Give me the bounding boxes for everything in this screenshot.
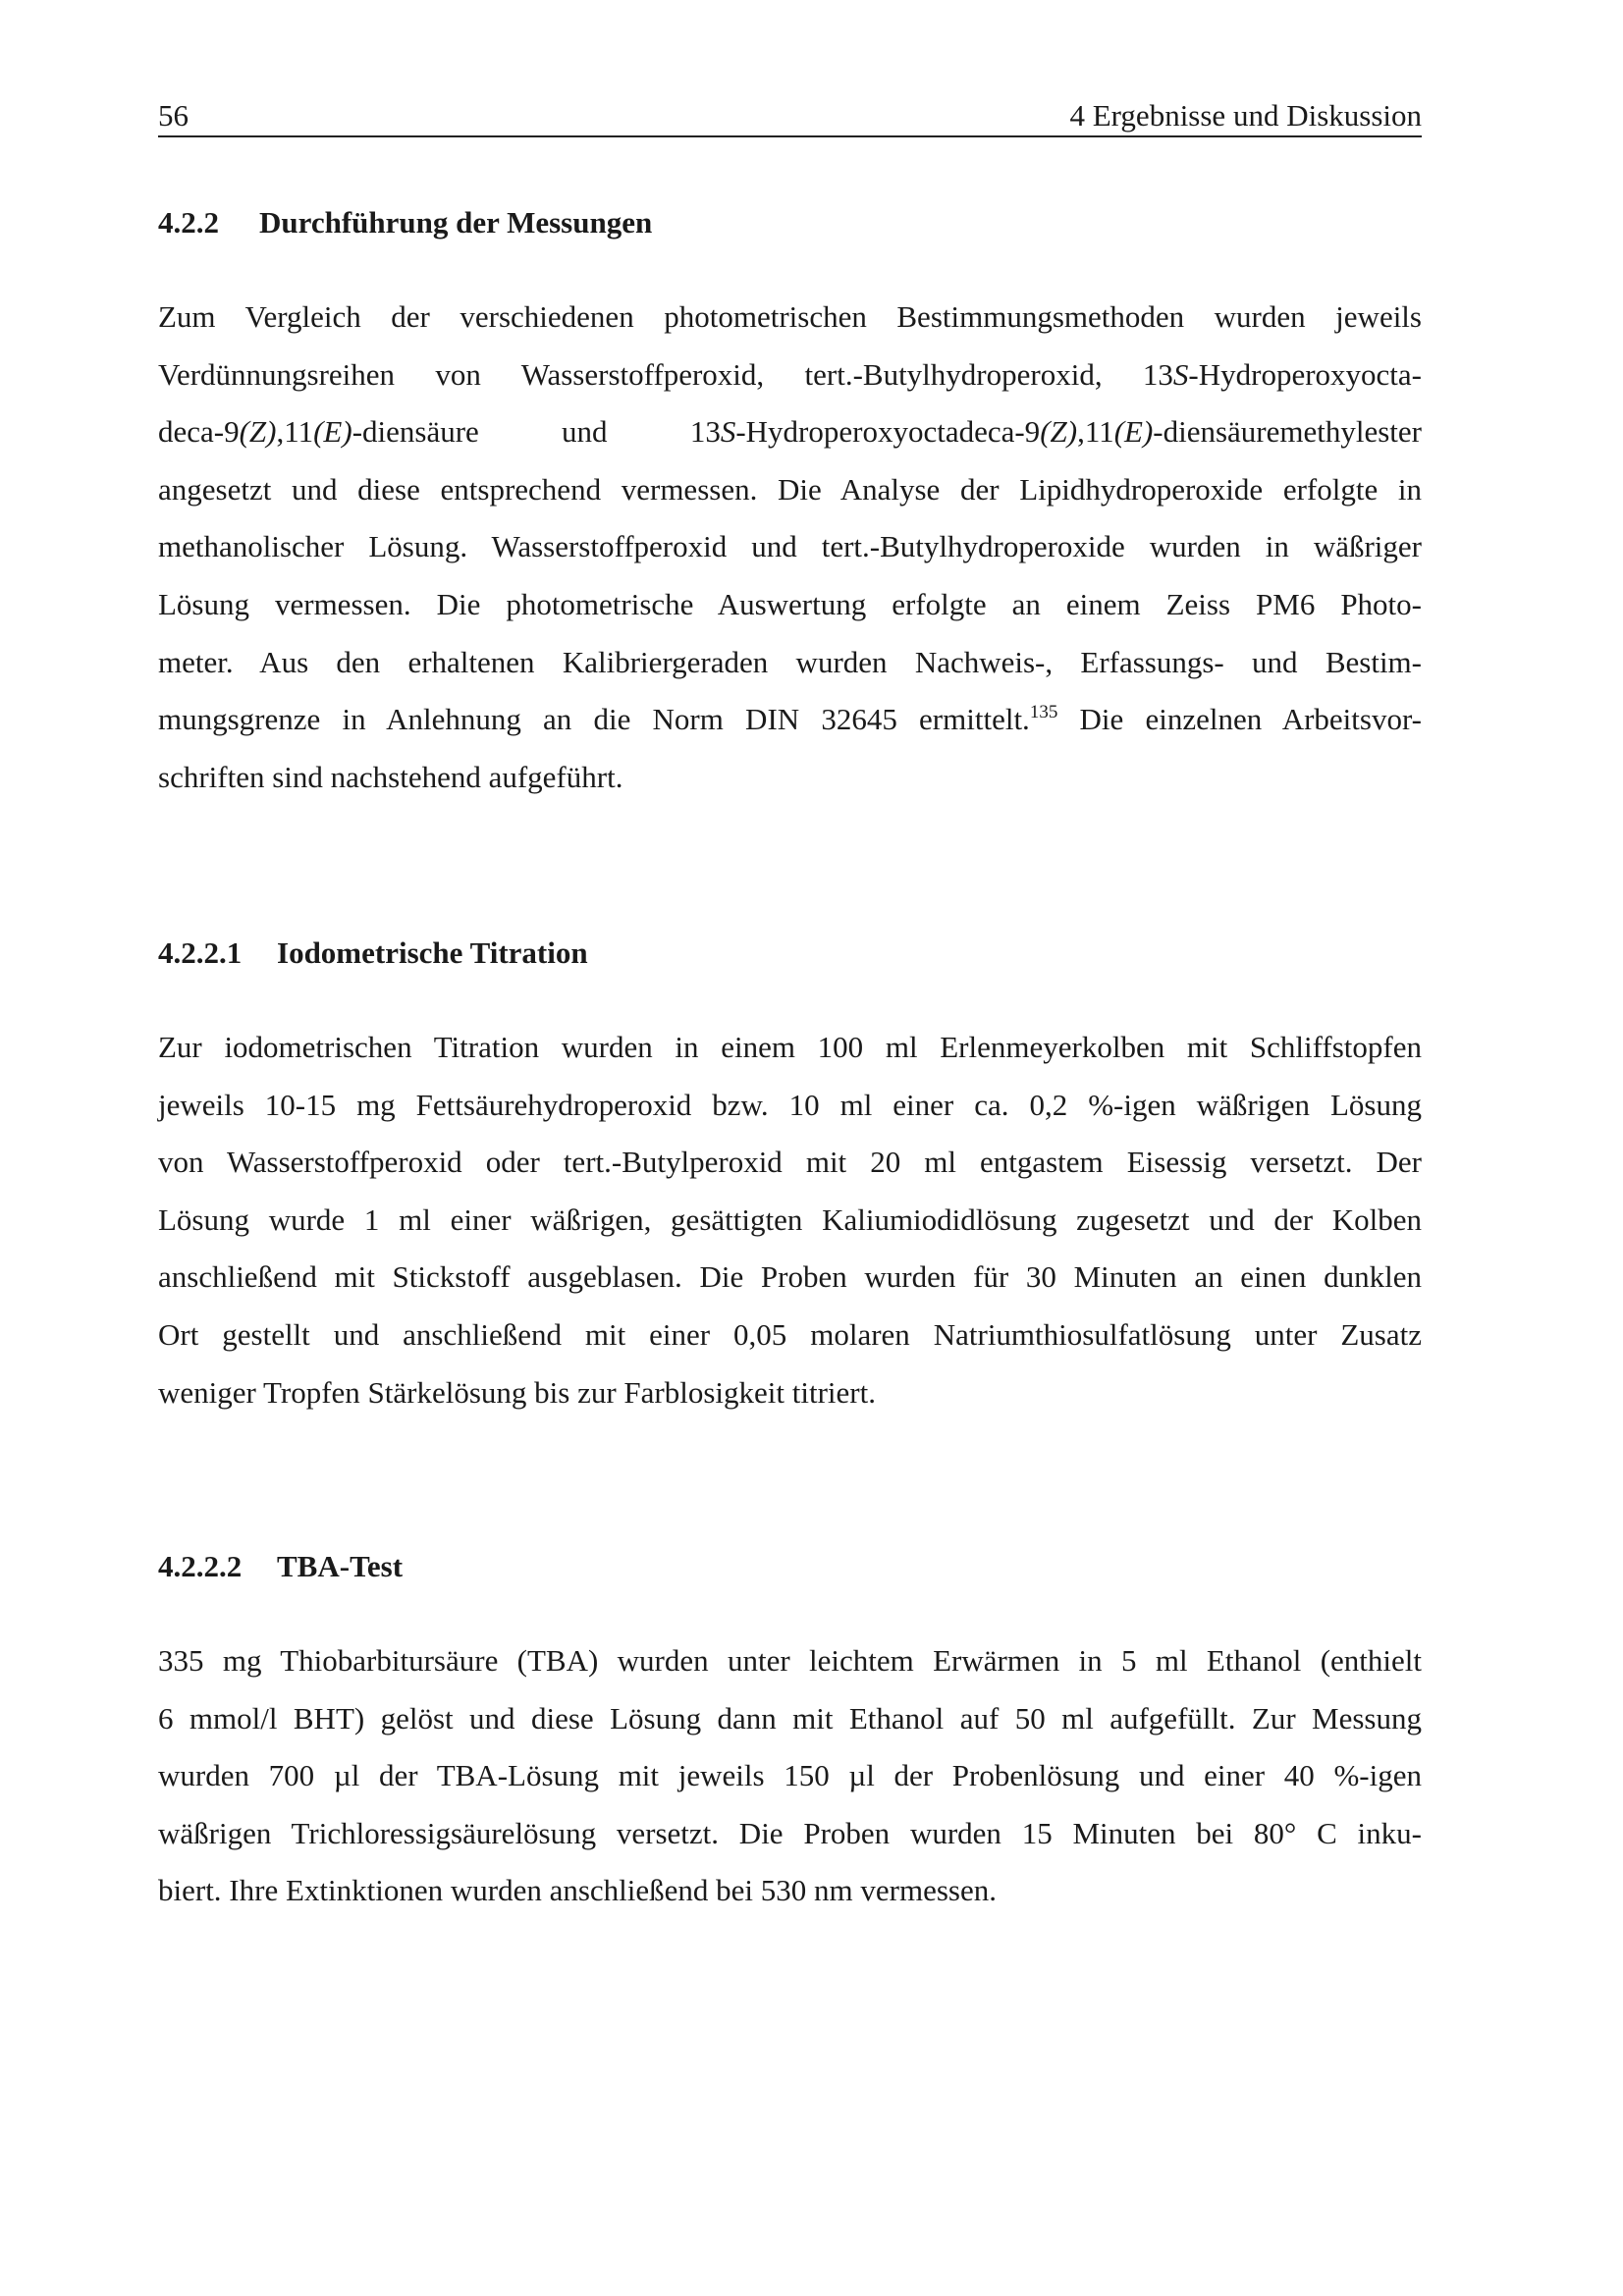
text-line: Verdünnungsreihen von Wasserstoffperoxid, tert.-Butylhydroperoxid, 13S-Hydroperoxyocta- [158,356,1422,392]
chapter-title: 4 Ergebnisse und Diskussion [1069,98,1422,133]
paragraph-iodometric-titration [158,1019,1422,1421]
page-header [158,96,1422,137]
text-line: von Wasserstoffperoxid oder tert.-Butylperoxid mit 20 ml entgastem Eisessig versetzt. Der [158,1145,1422,1180]
text-line: Zur iodometrischen Titration wurden in einem 100 ml Erlenmeyerkolben mit Schliffstopfen [158,1030,1422,1064]
section-heading-4-2-2 [158,203,652,242]
text-line: 6 mmol/l BHT) gelöst und diese Lösung dann mit Ethanol auf 50 ml aufgefüllt. Zur Messung [158,1700,1422,1735]
text-line: 335 mg Thiobarbitursäure (TBA) wurden unter leichtem Erwärmen in 5 ml Ethanol (enthielt [158,1643,1422,1678]
section-title: Iodometrische Titration [277,935,588,970]
section-title: Durchführung der Messungen [259,205,653,240]
section-title: TBA-Test [277,1549,404,1583]
section-number: 4.2.2 [158,205,219,240]
text-line: schriften sind nachstehend aufgeführt. [158,759,623,794]
paragraph-measurements [158,289,1422,806]
section-number: 4.2.2.1 [158,935,243,970]
text-line: angesetzt und diese entsprechend vermessen. Die Analyse der Lipidhydroperoxide erfolgte in [158,471,1422,507]
text-line: deca-9(Z),11(E)-diensäure und 13S-Hydroperoxyoctadeca-9(Z),11(E)-diensäuremethylester [158,414,1422,450]
text-line: methanolischer Lösung. Wasserstoffperoxid und tert.-Butylhydroperoxide wurden in wäßriger [158,529,1422,564]
text-line: meter. Aus den erhaltenen Kalibriergeraden wurden Nachweis-, Erfassungs- und Bestim- [158,644,1422,679]
text-line: Ort gestellt und anschließend mit einer 0,05 molaren Natriumthiosulfatlösung unter Zusatz [158,1316,1422,1352]
text-line: mungsgrenze in Anlehnung an die Norm DIN 32645 ermittelt.$^{135}$ Die einzelnen Arbeitsvor- [158,702,1422,737]
text-line: Zum Vergleich der verschiedenen photometrischen Bestimmungsmethoden wurden jeweils [158,299,1422,334]
section-heading-4-2-2-2 [158,1547,403,1586]
text-line: biert. Ihre Extinktionen wurden anschließend bei 530 nm vermessen. [158,1873,997,1908]
text-line: Lösung wurde 1 ml einer wäßrigen, gesättigten Kaliumiodidlösung zugesetzt und der Kolben [158,1201,1422,1237]
text-line: jeweils 10-15 mg Fettsäurehydroperoxid bzw. 10 ml einer ca. 0,2 %-igen wäßrigen Lösung [158,1087,1422,1122]
text-line: wurden 700 µl der TBA-Lösung mit jeweils 150 µl der Probenlösung und einer 40 %-igen [158,1758,1422,1793]
text-line: anschließend mit Stickstoff ausgeblasen. Die Proben wurden für 30 Minuten an einen dunklen [158,1259,1422,1295]
section-heading-4-2-2-1 [158,934,588,973]
text-line: wäßrigen Trichloressigsäurelösung versetzt. Die Proben wurden 15 Minuten bei 80° C inku- [158,1815,1422,1850]
paragraph-tba-test [158,1632,1422,1920]
section-number: 4.2.2.2 [158,1549,243,1583]
footnote-reference: 135 [1029,702,1058,723]
page-number: 56 [158,98,189,133]
text-line: Lösung vermessen. Die photometrische Auswertung erfolgte an einem Zeiss PM6 Photo- [158,586,1422,621]
text-line: weniger Tropfen Stärkelösung bis zur Farblosigkeit titriert. [158,1374,876,1410]
